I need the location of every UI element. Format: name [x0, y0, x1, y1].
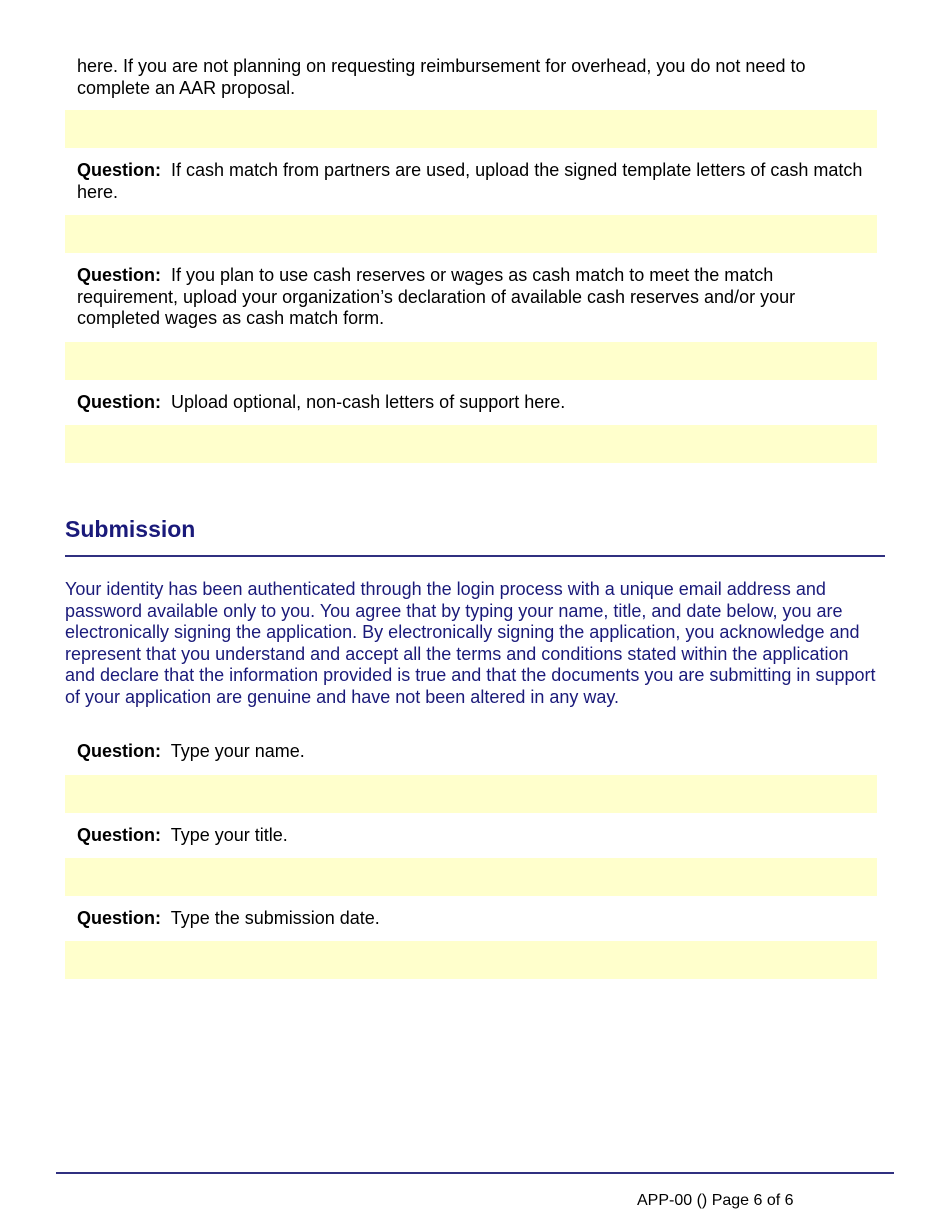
question-letters-of-support [77, 392, 867, 414]
question-label: Question: [77, 741, 161, 761]
submission-declaration: Your identity has been authenticated through the login process with a unique email address and password available only to you. You agree that by typing your name, title, and date below, you are electronically signing the application. By electronically signing the application, you acknowledge and represent that you understand and accept all the terms and conditions stated within the application and declare that the information provided is true and that the documents you are submitting in support of your application are genuine and have not been altered in any way. [65, 579, 876, 707]
answer-field-cash-reserves[interactable] [65, 342, 877, 380]
question-label: Question: [77, 392, 161, 412]
question-title [77, 825, 867, 847]
question-text: If you plan to use cash reserves or wages as cash match to meet the match requirement, upload your organization’s declaration of available cash reserves and/or your completed wages as cash match form. [77, 265, 796, 329]
name-input[interactable] [65, 775, 877, 813]
submission-date-input[interactable] [65, 941, 877, 979]
intro-text [77, 56, 867, 99]
question-text: Upload optional, non-cash letters of support here. [171, 392, 566, 412]
question-label: Question: [77, 825, 161, 845]
section-divider [65, 555, 885, 557]
answer-field-letters-of-support[interactable] [65, 425, 877, 463]
section-title-submission: Submission [65, 516, 196, 542]
question-name [77, 741, 867, 763]
page-footer: APP-00 () Page 6 of 6 [637, 1192, 794, 1209]
question-cash-match-letters [77, 160, 867, 203]
question-label: Question: [77, 160, 161, 180]
question-label: Question: [77, 908, 161, 928]
answer-field-cash-match-letters[interactable] [65, 215, 877, 253]
question-text: Type your title. [170, 825, 288, 845]
answer-field-intro[interactable] [65, 110, 877, 148]
question-text: Type your name. [170, 741, 305, 761]
question-submission-date [77, 908, 867, 930]
question-cash-reserves [77, 265, 867, 330]
footer-divider [56, 1172, 894, 1174]
intro-text-content: here. If you are not planning on requesting reimbursement for overhead, you do not need to complete an AAR proposal. [77, 56, 806, 98]
question-text: Type the submission date. [170, 908, 380, 928]
question-text: If cash match from partners are used, upload the signed template letters of cash match here. [77, 160, 863, 202]
question-label: Question: [77, 265, 161, 285]
title-input[interactable] [65, 858, 877, 896]
